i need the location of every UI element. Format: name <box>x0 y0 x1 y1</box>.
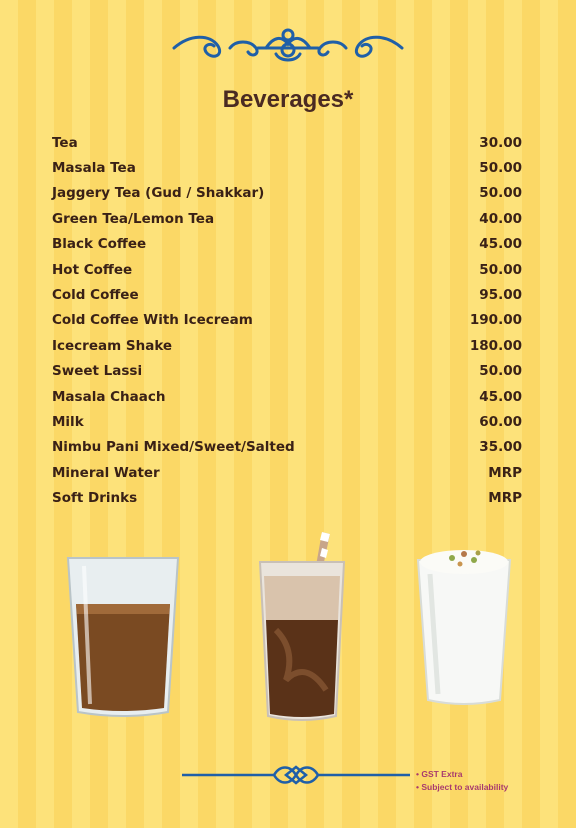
item-price: 95.00 <box>479 287 522 304</box>
item-name: Icecream Shake <box>52 337 173 354</box>
item-name: Tea <box>52 134 78 151</box>
item-price: 30.00 <box>479 134 522 151</box>
menu-item <box>52 409 522 434</box>
menu-list <box>52 130 522 511</box>
item-name: Jaggery Tea (Gud / Shakkar) <box>52 185 265 202</box>
menu-item <box>52 206 522 231</box>
menu-item <box>52 359 522 384</box>
item-name: Black Coffee <box>52 236 147 253</box>
item-name: Nimbu Pani Mixed/Sweet/Salted <box>52 439 295 456</box>
item-price: MRP <box>488 490 522 507</box>
menu-item <box>52 181 522 206</box>
item-price: 60.00 <box>479 413 522 430</box>
menu-item <box>52 257 522 282</box>
item-price: 50.00 <box>479 185 522 202</box>
item-price: 50.00 <box>479 363 522 380</box>
item-name: Milk <box>52 413 84 430</box>
item-name: Cold Coffee With Icecream <box>52 312 253 329</box>
menu-item <box>52 435 522 460</box>
menu-item <box>52 485 522 510</box>
menu-item <box>52 460 522 485</box>
item-name: Cold Coffee <box>52 287 139 304</box>
footnote-gst: • GST Extra <box>416 769 463 779</box>
item-price: 35.00 <box>479 439 522 456</box>
item-name: Soft Drinks <box>52 490 138 507</box>
item-name: Masala Chaach <box>52 388 166 405</box>
tea-glass-icon <box>64 554 182 720</box>
menu-item <box>52 232 522 257</box>
item-price: MRP <box>488 464 522 481</box>
menu-item <box>52 282 522 307</box>
item-price: 50.00 <box>479 261 522 278</box>
item-price: 180.00 <box>469 337 522 354</box>
item-name: Mineral Water <box>52 464 160 481</box>
item-price: 40.00 <box>479 210 522 227</box>
item-price: 190.00 <box>469 312 522 329</box>
item-name: Green Tea/Lemon Tea <box>52 210 215 227</box>
item-price: 45.00 <box>479 236 522 253</box>
footnote-availability: • Subject to availability <box>416 781 509 792</box>
item-name: Masala Tea <box>52 160 136 177</box>
item-name: Hot Coffee <box>52 261 133 278</box>
cold-coffee-glass-icon <box>256 530 348 724</box>
footnotes <box>416 769 508 794</box>
lassi-glass-icon <box>416 544 512 708</box>
menu-item <box>52 308 522 333</box>
flourish-ornament-icon <box>170 26 406 66</box>
page-title: Beverages* <box>222 86 354 113</box>
divider-ornament-icon <box>182 762 410 788</box>
menu-item <box>52 130 522 155</box>
item-name: Sweet Lassi <box>52 363 143 380</box>
menu-item <box>52 333 522 358</box>
menu-item <box>52 155 522 180</box>
item-price: 50.00 <box>479 160 522 177</box>
item-price: 45.00 <box>479 388 522 405</box>
menu-item <box>52 384 522 409</box>
